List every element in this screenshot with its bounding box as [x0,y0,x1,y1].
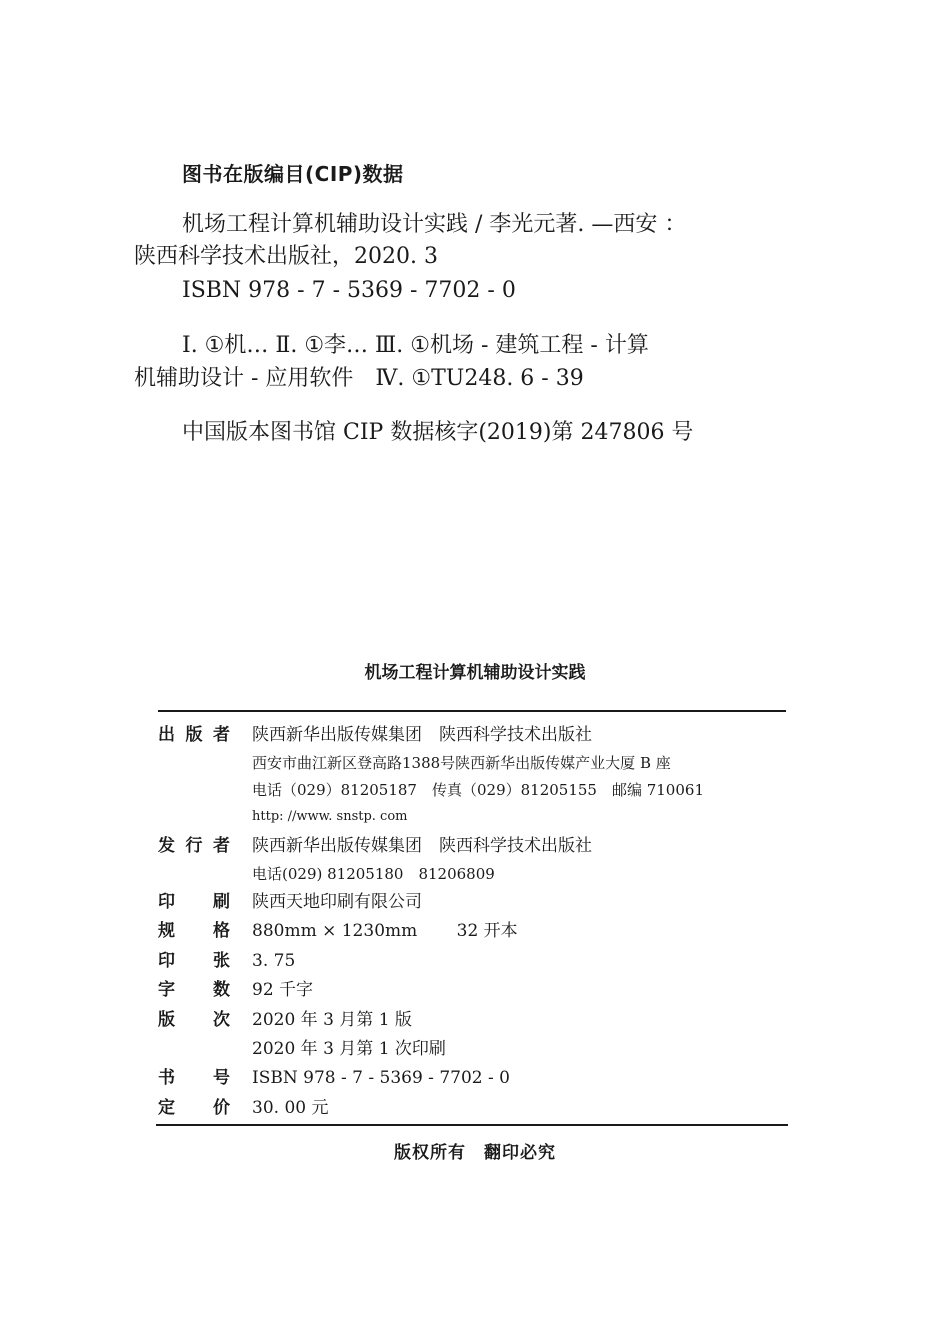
format-label: 规 格 [158,921,230,941]
distributor-name: 陕西新华出版传媒集团 陕西科学技术出版社 [252,836,592,856]
distributor-label: 发 行 者 [158,836,230,856]
top-rule [158,710,786,712]
publisher-label: 出 版 者 [158,725,230,745]
publisher-contact: 电话（029）81205187 传真（029）81205155 邮编 710061 [252,781,704,799]
distributor-phone: 电话(029) 81205180 81206809 [252,865,495,883]
sheets-value: 3. 75 [252,951,296,971]
publisher-name: 陕西新华出版传媒集团 陕西科学技术出版社 [252,725,592,745]
price-label: 定 价 [158,1098,230,1118]
cip-record-number: 中国版本图书馆 CIP 数据核字(2019)第 247806 号 [182,420,694,445]
edition-value: 2020 年 3 月第 1 版 [252,1010,412,1030]
cip-isbn-line: ISBN 978 - 7 - 5369 - 7702 - 0 [182,278,516,303]
printer-label: 印 刷 [158,892,230,912]
format-value: 880mm × 1230mm 32 开本 [252,921,518,941]
cip-title-line: 机场工程计算机辅助设计实践 / 李光元著. —西安 ： [182,212,687,237]
wordcount-label: 字 数 [158,980,230,1000]
cip-publisher-line: 陕西科学技术出版社，2020. 3 [134,244,438,269]
sheets-label: 印 张 [158,951,230,971]
book-title: 机场工程计算机辅助设计实践 [364,663,586,683]
isbn-label: 书 号 [158,1068,230,1088]
printing-value: 2020 年 3 月第 1 次印刷 [252,1039,446,1059]
price-value: 30. 00 元 [252,1098,329,1118]
printer-value: 陕西天地印刷有限公司 [252,892,422,912]
cip-heading: 图书在版编目(CIP)数据 [182,162,404,186]
cip-subject-line-1: Ⅰ. ①机… Ⅱ. ①李… Ⅲ. ①机场 - 建筑工程 - 计算 [182,333,649,358]
edition-label: 版 次 [158,1010,230,1030]
cip-subject-line-2: 机辅助设计 - 应用软件 Ⅳ. ①TU248. 6 - 39 [134,366,584,391]
isbn-value: ISBN 978 - 7 - 5369 - 7702 - 0 [252,1068,510,1088]
publisher-address: 西安市曲江新区登高路1388号陕西新华出版传媒产业大厦 B 座 [252,754,671,772]
bottom-rule [156,1124,788,1126]
copyright-notice: 版权所有 翻印必究 [394,1143,556,1163]
wordcount-value: 92 千字 [252,980,314,1000]
publisher-website: http: //www. snstp. com [252,809,408,824]
